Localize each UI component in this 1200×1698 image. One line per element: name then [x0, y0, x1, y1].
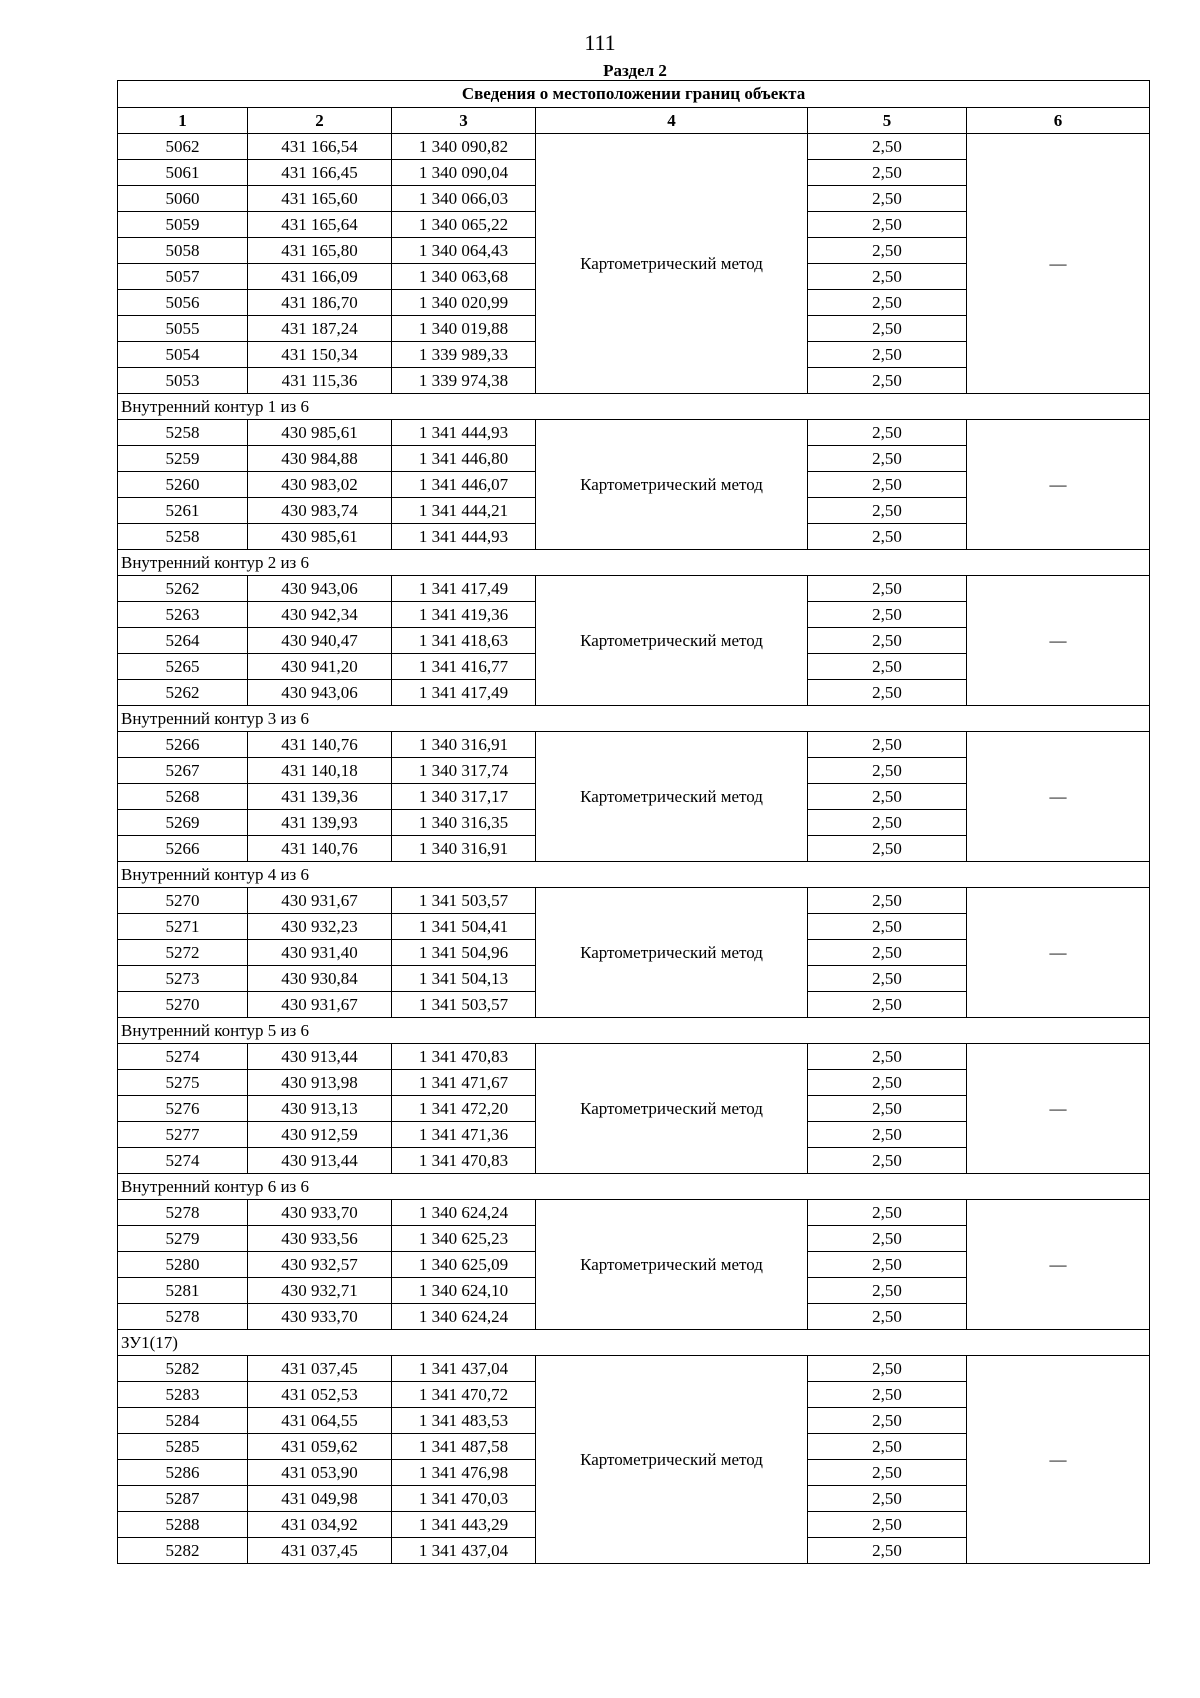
point-number-cell: 5262 [118, 680, 248, 706]
description-cell: — [967, 1200, 1150, 1330]
accuracy-cell: 2,50 [808, 810, 967, 836]
point-number-cell: 5058 [118, 238, 248, 264]
column-number-6: 6 [967, 108, 1150, 134]
point-number-cell: 5275 [118, 1070, 248, 1096]
x-coordinate-cell: 430 941,20 [248, 654, 392, 680]
y-coordinate-cell: 1 341 446,07 [392, 472, 536, 498]
method-cell: Картометрический метод [536, 1200, 808, 1330]
y-coordinate-cell: 1 341 417,49 [392, 576, 536, 602]
point-number-cell: 5056 [118, 290, 248, 316]
point-number-cell: 5279 [118, 1226, 248, 1252]
contour-label-row [118, 706, 1150, 732]
x-coordinate-cell: 430 913,44 [248, 1148, 392, 1174]
table-row [118, 732, 1150, 758]
accuracy-cell: 2,50 [808, 1044, 967, 1070]
x-coordinate-cell: 431 166,54 [248, 134, 392, 160]
x-coordinate-cell: 430 913,44 [248, 1044, 392, 1070]
point-number-cell: 5258 [118, 420, 248, 446]
contour-label: Внутренний контур 3 из 6 [118, 706, 1150, 732]
boundary-coordinates-table [117, 80, 1150, 1564]
method-cell: Картометрический метод [536, 888, 808, 1018]
description-cell: — [967, 1356, 1150, 1564]
y-coordinate-cell: 1 340 316,91 [392, 836, 536, 862]
point-number-cell: 5262 [118, 576, 248, 602]
x-coordinate-cell: 431 165,80 [248, 238, 392, 264]
accuracy-cell: 2,50 [808, 1304, 967, 1330]
x-coordinate-cell: 431 037,45 [248, 1356, 392, 1382]
contour-label: Внутренний контур 5 из 6 [118, 1018, 1150, 1044]
accuracy-cell: 2,50 [808, 1200, 967, 1226]
point-number-cell: 5269 [118, 810, 248, 836]
accuracy-cell: 2,50 [808, 758, 967, 784]
contour-label: Внутренний контур 4 из 6 [118, 862, 1150, 888]
y-coordinate-cell: 1 341 444,93 [392, 524, 536, 550]
y-coordinate-cell: 1 340 066,03 [392, 186, 536, 212]
point-number-cell: 5061 [118, 160, 248, 186]
x-coordinate-cell: 431 034,92 [248, 1512, 392, 1538]
y-coordinate-cell: 1 341 504,96 [392, 940, 536, 966]
accuracy-cell: 2,50 [808, 732, 967, 758]
point-number-cell: 5261 [118, 498, 248, 524]
accuracy-cell: 2,50 [808, 1460, 967, 1486]
x-coordinate-cell: 431 049,98 [248, 1486, 392, 1512]
method-cell: Картометрический метод [536, 576, 808, 706]
y-coordinate-cell: 1 341 472,20 [392, 1096, 536, 1122]
point-number-cell: 5282 [118, 1538, 248, 1564]
x-coordinate-cell: 431 059,62 [248, 1434, 392, 1460]
y-coordinate-cell: 1 340 624,24 [392, 1200, 536, 1226]
accuracy-cell: 2,50 [808, 446, 967, 472]
x-coordinate-cell: 431 139,36 [248, 784, 392, 810]
x-coordinate-cell: 430 932,23 [248, 914, 392, 940]
y-coordinate-cell: 1 339 989,33 [392, 342, 536, 368]
x-coordinate-cell: 431 140,76 [248, 836, 392, 862]
y-coordinate-cell: 1 341 446,80 [392, 446, 536, 472]
description-cell: — [967, 1044, 1150, 1174]
x-coordinate-cell: 430 983,74 [248, 498, 392, 524]
point-number-cell: 5270 [118, 888, 248, 914]
y-coordinate-cell: 1 340 625,23 [392, 1226, 536, 1252]
accuracy-cell: 2,50 [808, 1382, 967, 1408]
method-cell: Картометрический метод [536, 134, 808, 394]
point-number-cell: 5062 [118, 134, 248, 160]
accuracy-cell: 2,50 [808, 1486, 967, 1512]
y-coordinate-cell: 1 340 064,43 [392, 238, 536, 264]
accuracy-cell: 2,50 [808, 914, 967, 940]
x-coordinate-cell: 431 037,45 [248, 1538, 392, 1564]
accuracy-cell: 2,50 [808, 1148, 967, 1174]
x-coordinate-cell: 430 933,56 [248, 1226, 392, 1252]
y-coordinate-cell: 1 340 063,68 [392, 264, 536, 290]
y-coordinate-cell: 1 341 470,83 [392, 1044, 536, 1070]
x-coordinate-cell: 431 053,90 [248, 1460, 392, 1486]
contour-label-row [118, 550, 1150, 576]
y-coordinate-cell: 1 341 471,67 [392, 1070, 536, 1096]
contour-label-row [118, 394, 1150, 420]
point-number-cell: 5284 [118, 1408, 248, 1434]
y-coordinate-cell: 1 339 974,38 [392, 368, 536, 394]
x-coordinate-cell: 430 984,88 [248, 446, 392, 472]
accuracy-cell: 2,50 [808, 290, 967, 316]
y-coordinate-cell: 1 341 471,36 [392, 1122, 536, 1148]
y-coordinate-cell: 1 340 065,22 [392, 212, 536, 238]
x-coordinate-cell: 430 930,84 [248, 966, 392, 992]
point-number-cell: 5280 [118, 1252, 248, 1278]
accuracy-cell: 2,50 [808, 1356, 967, 1382]
y-coordinate-cell: 1 341 444,93 [392, 420, 536, 446]
x-coordinate-cell: 431 165,60 [248, 186, 392, 212]
x-coordinate-cell: 430 913,98 [248, 1070, 392, 1096]
x-coordinate-cell: 431 139,93 [248, 810, 392, 836]
contour-label: Внутренний контур 6 из 6 [118, 1174, 1150, 1200]
point-number-cell: 5270 [118, 992, 248, 1018]
accuracy-cell: 2,50 [808, 1096, 967, 1122]
y-coordinate-cell: 1 341 443,29 [392, 1512, 536, 1538]
table-title-row [118, 81, 1150, 108]
contour-label-row [118, 862, 1150, 888]
point-number-cell: 5264 [118, 628, 248, 654]
y-coordinate-cell: 1 340 316,35 [392, 810, 536, 836]
accuracy-cell: 2,50 [808, 238, 967, 264]
table-row [118, 888, 1150, 914]
x-coordinate-cell: 430 985,61 [248, 420, 392, 446]
x-coordinate-cell: 430 983,02 [248, 472, 392, 498]
column-number-3: 3 [392, 108, 536, 134]
table-title: Сведения о местоположении границ объекта [118, 81, 1150, 108]
y-coordinate-cell: 1 341 470,83 [392, 1148, 536, 1174]
accuracy-cell: 2,50 [808, 134, 967, 160]
x-coordinate-cell: 430 912,59 [248, 1122, 392, 1148]
y-coordinate-cell: 1 340 625,09 [392, 1252, 536, 1278]
section-title: Раздел 2 [603, 61, 667, 80]
accuracy-cell: 2,50 [808, 680, 967, 706]
page-number: 111 [584, 30, 616, 55]
contour-label-row [118, 1018, 1150, 1044]
accuracy-cell: 2,50 [808, 368, 967, 394]
x-coordinate-cell: 430 931,40 [248, 940, 392, 966]
point-number-cell: 5286 [118, 1460, 248, 1486]
contour-label-row [118, 1174, 1150, 1200]
table-row [118, 134, 1150, 160]
contour-label-row [118, 1330, 1150, 1356]
point-number-cell: 5285 [118, 1434, 248, 1460]
point-number-cell: 5057 [118, 264, 248, 290]
description-cell: — [967, 888, 1150, 1018]
point-number-cell: 5258 [118, 524, 248, 550]
accuracy-cell: 2,50 [808, 186, 967, 212]
x-coordinate-cell: 430 932,57 [248, 1252, 392, 1278]
y-coordinate-cell: 1 340 624,10 [392, 1278, 536, 1304]
point-number-cell: 5277 [118, 1122, 248, 1148]
contour-label: Внутренний контур 2 из 6 [118, 550, 1150, 576]
point-number-cell: 5054 [118, 342, 248, 368]
x-coordinate-cell: 430 933,70 [248, 1200, 392, 1226]
accuracy-cell: 2,50 [808, 420, 967, 446]
accuracy-cell: 2,50 [808, 316, 967, 342]
x-coordinate-cell: 431 166,09 [248, 264, 392, 290]
point-number-cell: 5273 [118, 966, 248, 992]
accuracy-cell: 2,50 [808, 1434, 967, 1460]
x-coordinate-cell: 430 932,71 [248, 1278, 392, 1304]
point-number-cell: 5272 [118, 940, 248, 966]
point-number-cell: 5053 [118, 368, 248, 394]
x-coordinate-cell: 430 985,61 [248, 524, 392, 550]
accuracy-cell: 2,50 [808, 1252, 967, 1278]
x-coordinate-cell: 430 942,34 [248, 602, 392, 628]
point-number-cell: 5266 [118, 836, 248, 862]
table-body [118, 134, 1150, 1564]
point-number-cell: 5282 [118, 1356, 248, 1382]
accuracy-cell: 2,50 [808, 602, 967, 628]
column-number-5: 5 [808, 108, 967, 134]
point-number-cell: 5059 [118, 212, 248, 238]
x-coordinate-cell: 431 140,18 [248, 758, 392, 784]
y-coordinate-cell: 1 341 470,72 [392, 1382, 536, 1408]
y-coordinate-cell: 1 341 418,63 [392, 628, 536, 654]
description-cell: — [967, 732, 1150, 862]
y-coordinate-cell: 1 341 476,98 [392, 1460, 536, 1486]
table-row [118, 576, 1150, 602]
accuracy-cell: 2,50 [808, 1512, 967, 1538]
point-number-cell: 5276 [118, 1096, 248, 1122]
column-number-1: 1 [118, 108, 248, 134]
y-coordinate-cell: 1 341 437,04 [392, 1538, 536, 1564]
x-coordinate-cell: 431 186,70 [248, 290, 392, 316]
x-coordinate-cell: 430 913,13 [248, 1096, 392, 1122]
accuracy-cell: 2,50 [808, 1538, 967, 1564]
x-coordinate-cell: 431 115,36 [248, 368, 392, 394]
y-coordinate-cell: 1 341 470,03 [392, 1486, 536, 1512]
accuracy-cell: 2,50 [808, 1278, 967, 1304]
y-coordinate-cell: 1 340 317,74 [392, 758, 536, 784]
accuracy-cell: 2,50 [808, 836, 967, 862]
y-coordinate-cell: 1 341 444,21 [392, 498, 536, 524]
x-coordinate-cell: 430 931,67 [248, 992, 392, 1018]
accuracy-cell: 2,50 [808, 784, 967, 810]
y-coordinate-cell: 1 341 419,36 [392, 602, 536, 628]
y-coordinate-cell: 1 341 504,13 [392, 966, 536, 992]
contour-label: ЗУ1(17) [118, 1330, 1150, 1356]
y-coordinate-cell: 1 341 504,41 [392, 914, 536, 940]
point-number-cell: 5266 [118, 732, 248, 758]
point-number-cell: 5268 [118, 784, 248, 810]
point-number-cell: 5278 [118, 1200, 248, 1226]
contour-label: Внутренний контур 1 из 6 [118, 394, 1150, 420]
column-number-row [118, 108, 1150, 134]
description-cell: — [967, 576, 1150, 706]
accuracy-cell: 2,50 [808, 940, 967, 966]
point-number-cell: 5267 [118, 758, 248, 784]
accuracy-cell: 2,50 [808, 1070, 967, 1096]
accuracy-cell: 2,50 [808, 212, 967, 238]
point-number-cell: 5055 [118, 316, 248, 342]
accuracy-cell: 2,50 [808, 966, 967, 992]
point-number-cell: 5283 [118, 1382, 248, 1408]
method-cell: Картометрический метод [536, 420, 808, 550]
accuracy-cell: 2,50 [808, 472, 967, 498]
y-coordinate-cell: 1 341 487,58 [392, 1434, 536, 1460]
y-coordinate-cell: 1 340 090,04 [392, 160, 536, 186]
y-coordinate-cell: 1 340 624,24 [392, 1304, 536, 1330]
y-coordinate-cell: 1 341 503,57 [392, 992, 536, 1018]
x-coordinate-cell: 431 140,76 [248, 732, 392, 758]
y-coordinate-cell: 1 341 437,04 [392, 1356, 536, 1382]
point-number-cell: 5265 [118, 654, 248, 680]
accuracy-cell: 2,50 [808, 342, 967, 368]
accuracy-cell: 2,50 [808, 888, 967, 914]
accuracy-cell: 2,50 [808, 264, 967, 290]
description-cell: — [967, 420, 1150, 550]
x-coordinate-cell: 431 064,55 [248, 1408, 392, 1434]
point-number-cell: 5274 [118, 1148, 248, 1174]
x-coordinate-cell: 430 943,06 [248, 576, 392, 602]
method-cell: Картометрический метод [536, 1044, 808, 1174]
point-number-cell: 5271 [118, 914, 248, 940]
y-coordinate-cell: 1 341 503,57 [392, 888, 536, 914]
accuracy-cell: 2,50 [808, 1122, 967, 1148]
method-cell: Картометрический метод [536, 1356, 808, 1564]
point-number-cell: 5287 [118, 1486, 248, 1512]
table-row [118, 1044, 1150, 1070]
point-number-cell: 5278 [118, 1304, 248, 1330]
accuracy-cell: 2,50 [808, 628, 967, 654]
x-coordinate-cell: 430 943,06 [248, 680, 392, 706]
y-coordinate-cell: 1 340 019,88 [392, 316, 536, 342]
table-row [118, 420, 1150, 446]
table-row [118, 1356, 1150, 1382]
y-coordinate-cell: 1 340 090,82 [392, 134, 536, 160]
accuracy-cell: 2,50 [808, 524, 967, 550]
x-coordinate-cell: 431 150,34 [248, 342, 392, 368]
point-number-cell: 5274 [118, 1044, 248, 1070]
x-coordinate-cell: 430 931,67 [248, 888, 392, 914]
method-cell: Картометрический метод [536, 732, 808, 862]
x-coordinate-cell: 431 187,24 [248, 316, 392, 342]
y-coordinate-cell: 1 340 316,91 [392, 732, 536, 758]
y-coordinate-cell: 1 341 483,53 [392, 1408, 536, 1434]
y-coordinate-cell: 1 341 416,77 [392, 654, 536, 680]
accuracy-cell: 2,50 [808, 1226, 967, 1252]
column-number-4: 4 [536, 108, 808, 134]
accuracy-cell: 2,50 [808, 654, 967, 680]
x-coordinate-cell: 431 165,64 [248, 212, 392, 238]
x-coordinate-cell: 431 166,45 [248, 160, 392, 186]
accuracy-cell: 2,50 [808, 992, 967, 1018]
y-coordinate-cell: 1 340 317,17 [392, 784, 536, 810]
x-coordinate-cell: 430 933,70 [248, 1304, 392, 1330]
point-number-cell: 5263 [118, 602, 248, 628]
y-coordinate-cell: 1 341 417,49 [392, 680, 536, 706]
point-number-cell: 5281 [118, 1278, 248, 1304]
accuracy-cell: 2,50 [808, 1408, 967, 1434]
description-cell: — [967, 134, 1150, 394]
point-number-cell: 5060 [118, 186, 248, 212]
column-number-2: 2 [248, 108, 392, 134]
point-number-cell: 5260 [118, 472, 248, 498]
x-coordinate-cell: 431 052,53 [248, 1382, 392, 1408]
point-number-cell: 5288 [118, 1512, 248, 1538]
y-coordinate-cell: 1 340 020,99 [392, 290, 536, 316]
x-coordinate-cell: 430 940,47 [248, 628, 392, 654]
accuracy-cell: 2,50 [808, 498, 967, 524]
accuracy-cell: 2,50 [808, 160, 967, 186]
point-number-cell: 5259 [118, 446, 248, 472]
accuracy-cell: 2,50 [808, 576, 967, 602]
table-row [118, 1200, 1150, 1226]
